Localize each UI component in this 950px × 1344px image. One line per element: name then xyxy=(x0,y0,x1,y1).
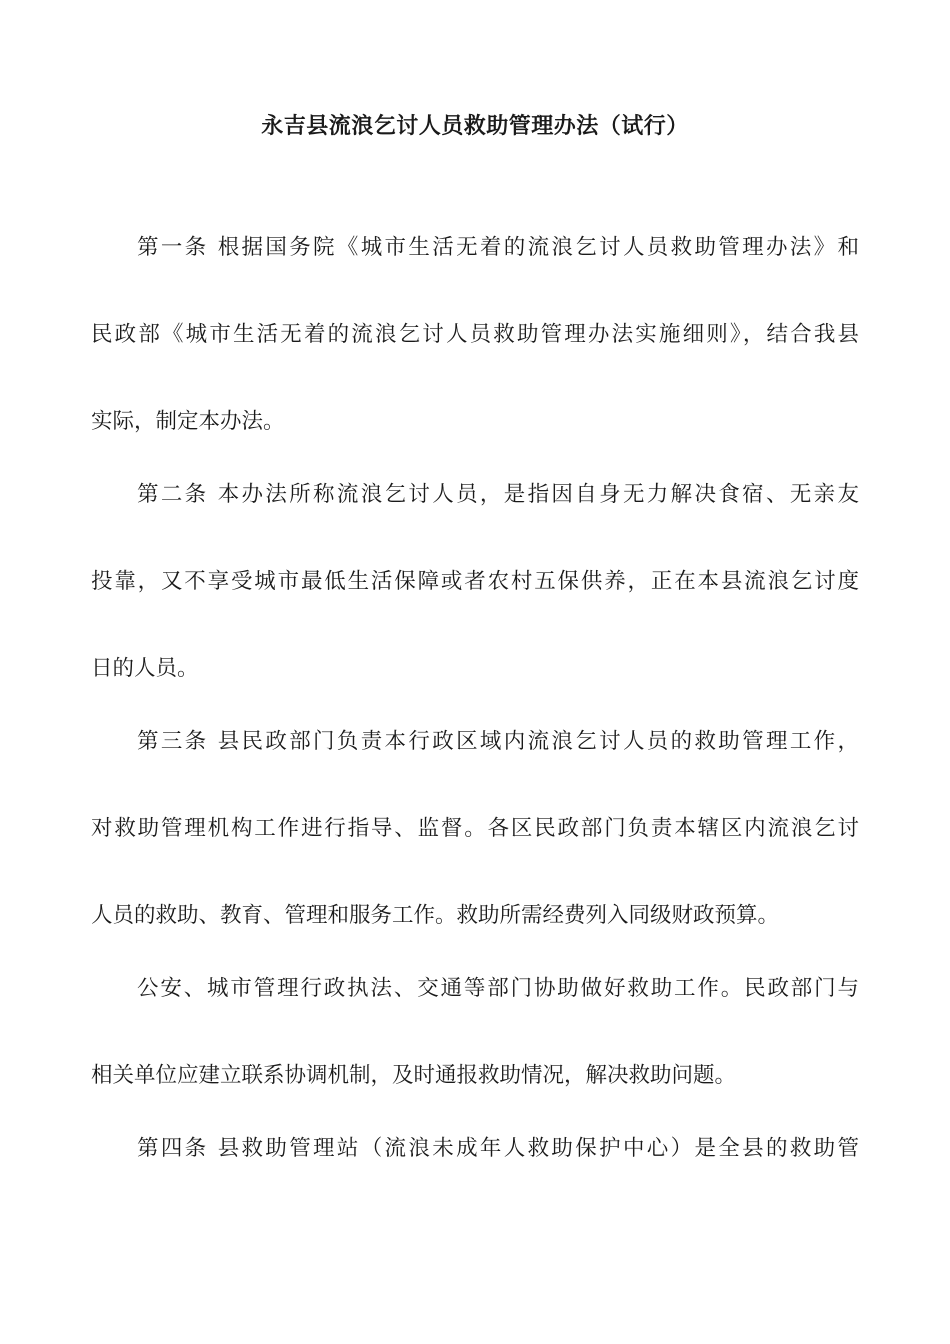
article-1-line-2: 民政部《城市生活无着的流浪乞讨人员救助管理办法实施细则》，结合我县 xyxy=(91,322,859,347)
article-3-line-1: 第三条 县民政部门负责本行政区域内流浪乞讨人员的救助管理工作， xyxy=(137,729,859,754)
article-3-line-2: 对救助管理机构工作进行指导、监督。各区民政部门负责本辖区内流浪乞讨 xyxy=(91,816,859,841)
article-2-line-1: 第二条 本办法所称流浪乞讨人员，是指因自身无力解决食宿、无亲友 xyxy=(137,482,859,507)
document-title: 永吉县流浪乞讨人员救助管理办法（试行） xyxy=(261,114,689,139)
article-3-para-2-line-1: 公安、城市管理行政执法、交通等部门协助做好救助工作。民政部门与 xyxy=(137,976,859,1001)
article-2-line-3: 日的人员。 xyxy=(91,656,199,681)
article-3-para-2-line-2: 相关单位应建立联系协调机制，及时通报救助情况，解决救助问题。 xyxy=(91,1063,737,1088)
article-3-line-3: 人员的救助、教育、管理和服务工作。救助所需经费列入同级财政预算。 xyxy=(91,903,780,928)
article-1-line-1: 第一条 根据国务院《城市生活无着的流浪乞讨人员救助管理办法》和 xyxy=(137,235,859,260)
article-4-line-1: 第四条 县救助管理站（流浪未成年人救助保护中心）是全县的救助管 xyxy=(137,1136,859,1161)
article-2-line-2: 投靠，又不享受城市最低生活保障或者农村五保供养，正在本县流浪乞讨度 xyxy=(91,569,859,594)
article-1-line-3: 实际，制定本办法。 xyxy=(91,409,285,434)
